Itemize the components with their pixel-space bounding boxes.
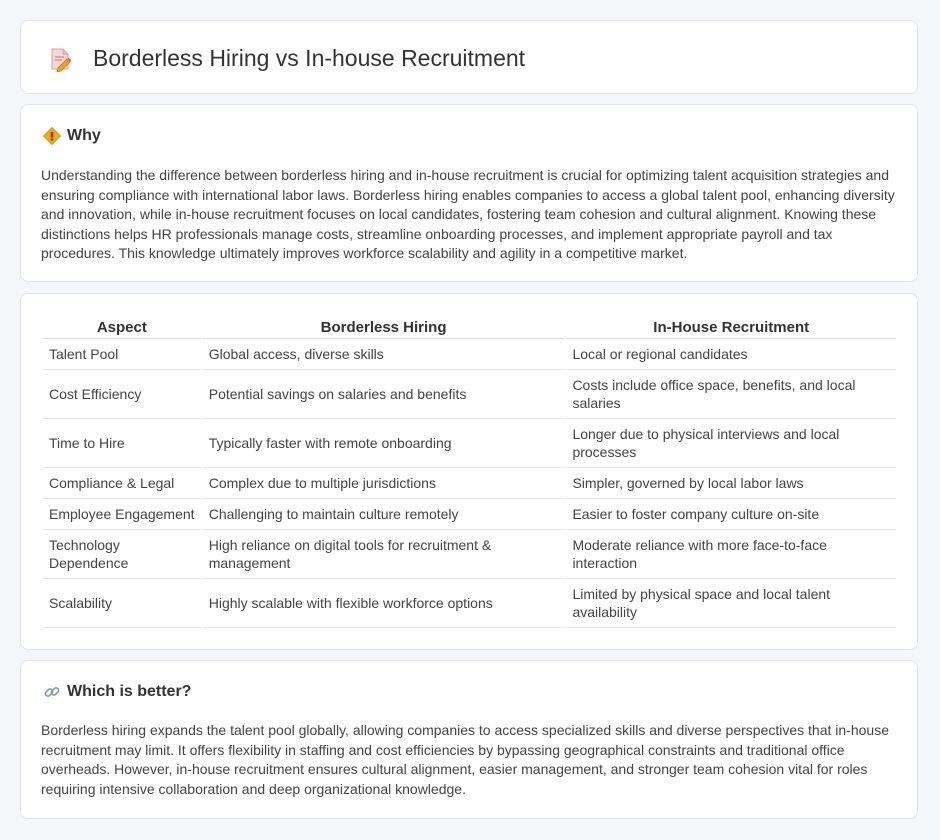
aspect-cell: Employee Engagement xyxy=(43,499,201,530)
comparison-table xyxy=(41,316,898,628)
aspect-cell: Time to Hire xyxy=(43,419,201,468)
inhouse-cell: Moderate reliance with more face-to-face interaction xyxy=(566,530,896,579)
aspect-cell: Scalability xyxy=(43,579,201,628)
which-better-section xyxy=(20,660,918,819)
header-card xyxy=(20,20,918,94)
table-row xyxy=(43,499,896,530)
inhouse-cell: Costs include office space, benefits, and local salaries xyxy=(566,370,896,419)
column-header: In-House Recruitment xyxy=(566,316,896,339)
inhouse-cell: Easier to foster company culture on-site xyxy=(566,499,896,530)
comparison-section xyxy=(20,293,918,650)
inhouse-cell: Simpler, governed by local labor laws xyxy=(566,468,896,499)
table-row xyxy=(43,579,896,628)
borderless-cell: High reliance on digital tools for recruitment & management xyxy=(203,530,565,579)
diamond-sign-icon xyxy=(43,127,61,145)
inhouse-cell: Local or regional candidates xyxy=(566,339,896,370)
borderless-cell: Challenging to maintain culture remotely xyxy=(203,499,565,530)
column-header: Aspect xyxy=(43,316,201,339)
inhouse-cell: Limited by physical space and local talent availability xyxy=(566,579,896,628)
document-pencil-icon xyxy=(47,46,73,72)
table-row xyxy=(43,419,896,468)
which-better-text: Borderless hiring expands the talent pool globally, allowing companies to access specialized skills and diverse perspectives that in-house recruitment may limit. It offers flexibility in staffing and cost efficiencies by bypassing geographical constraints and traditional office overheads. However, in-house recruitment ensures cultural alignment, easier management, and stronger team cohesion vital for roles requiring intensive collaboration and deep organizational knowledge. xyxy=(41,722,889,797)
table-row xyxy=(43,468,896,499)
borderless-cell: Complex due to multiple jurisdictions xyxy=(203,468,565,499)
page-title: Borderless Hiring vs In-house Recruitment xyxy=(93,45,526,71)
table-row xyxy=(43,339,896,370)
why-section xyxy=(20,104,918,282)
aspect-cell: Technology Dependence xyxy=(43,530,201,579)
aspect-cell: Cost Efficiency xyxy=(43,370,201,419)
borderless-cell: Typically faster with remote onboarding xyxy=(203,419,565,468)
inhouse-cell: Longer due to physical interviews and local processes xyxy=(566,419,896,468)
table-row xyxy=(43,530,896,579)
borderless-cell: Global access, diverse skills xyxy=(203,339,565,370)
borderless-cell: Potential savings on salaries and benefits xyxy=(203,370,565,419)
which-better-title: Which is better? xyxy=(67,683,192,700)
borderless-cell: Highly scalable with flexible workforce options xyxy=(203,579,565,628)
why-title: Why xyxy=(67,127,101,144)
why-text: Understanding the difference between borderless hiring and in-house recruitment is crucial for optimizing talent acquisition strategies and ensuring compliance with international labor laws. Borderless hiring enables companies to access a global talent pool, enhancing diversity and innovation, while in-house recruitment focuses on local candidates, fostering team cohesion and cultural alignment. Knowing these distinctions helps HR professionals manage costs, streamline onboarding processes, and implement appropriate payroll and tax procedures. This knowledge ultimately improves workforce scalability and agility in a competitive market. xyxy=(41,167,895,261)
link-icon xyxy=(43,683,61,701)
aspect-cell: Talent Pool xyxy=(43,339,201,370)
table-header-row xyxy=(43,316,896,339)
column-header: Borderless Hiring xyxy=(203,316,565,339)
table-row xyxy=(43,370,896,419)
aspect-cell: Compliance & Legal xyxy=(43,468,201,499)
